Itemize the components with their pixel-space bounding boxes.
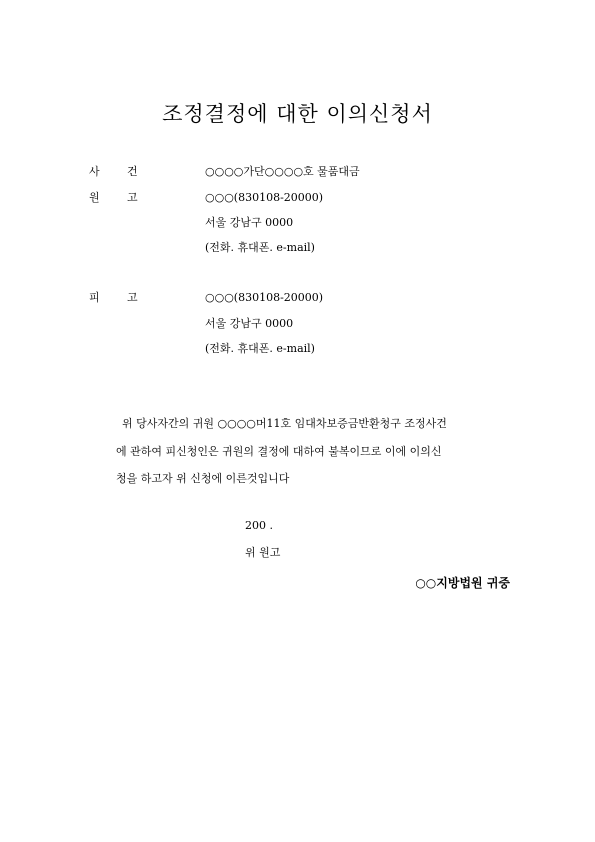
defendant-address: 서울 강남구 0000 bbox=[205, 317, 294, 330]
defendant-label-1: 피 bbox=[89, 291, 100, 304]
defendant-contact: (전화. 휴대폰. e-mail) bbox=[205, 342, 315, 355]
court-addressee: ○○지방법원 귀중 bbox=[415, 576, 510, 590]
plaintiff-name-id: ○○○(830108-20000) bbox=[205, 191, 324, 204]
body-line-1: 위 당사자간의 귀원 ○○○○머11호 임대차보증금반환청구 조정사건 bbox=[122, 417, 447, 430]
body-line-2: 에 관하여 피신청인은 귀원의 결정에 대하여 불복이므로 이에 이의신 bbox=[116, 445, 442, 458]
defendant-label-2: 고 bbox=[127, 291, 138, 304]
plaintiff-label-1: 원 bbox=[89, 191, 100, 204]
case-value: ○○○○가단○○○○호 물품대금 bbox=[205, 165, 360, 178]
date: 200 . bbox=[245, 519, 273, 532]
signer: 위 원고 bbox=[245, 546, 281, 559]
plaintiff-contact: (전화. 휴대폰. e-mail) bbox=[205, 241, 315, 254]
case-label-1: 사 bbox=[89, 165, 100, 178]
defendant-name-id: ○○○(830108-20000) bbox=[205, 291, 324, 304]
case-label-2: 건 bbox=[127, 165, 138, 178]
document-title: 조정결정에 대한 이의신청서 bbox=[162, 102, 433, 126]
body-line-3: 청을 하고자 위 신청에 이른것입니다 bbox=[116, 472, 290, 485]
plaintiff-address: 서울 강남구 0000 bbox=[205, 216, 294, 229]
plaintiff-label-2: 고 bbox=[127, 191, 138, 204]
